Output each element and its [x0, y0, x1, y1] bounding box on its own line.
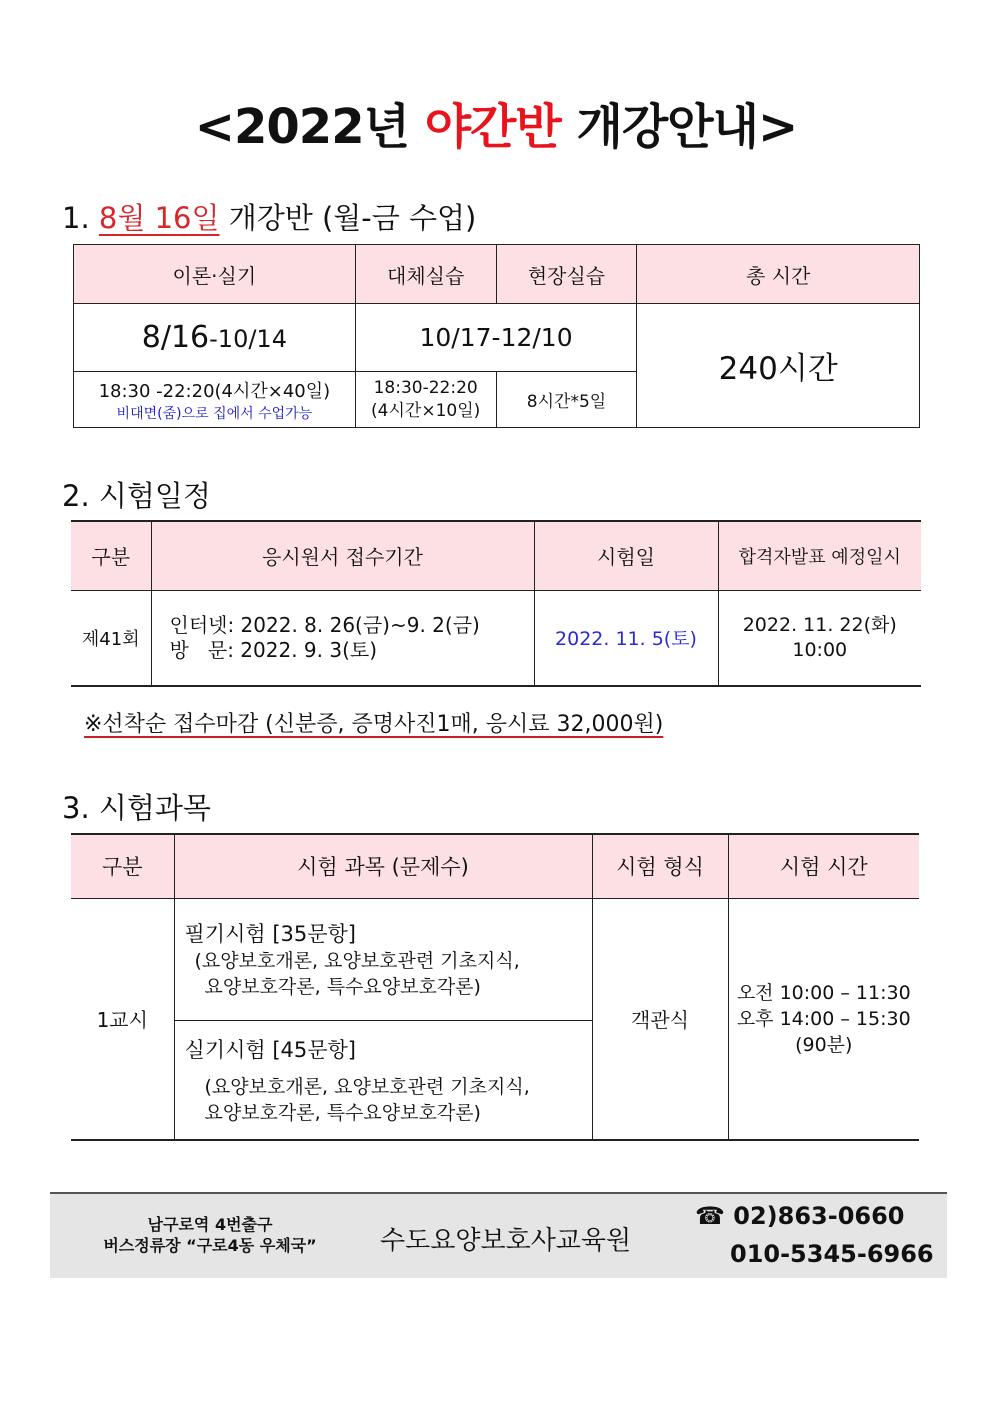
section1-date: 8월 16일	[98, 201, 220, 235]
institute-name: 수도요양보호사교육원	[380, 1226, 632, 1256]
footer	[50, 1192, 947, 1278]
footer-location: 남구로역 4번출구 버스정류장 “구로4동 우체국”	[103, 1215, 317, 1255]
announce-date: 2022. 11. 22(화) 10:00	[718, 590, 921, 686]
substitute-period: 10/17-12/10	[355, 304, 637, 372]
header-total: 총 시간	[637, 245, 920, 304]
section1-heading: 1. 8월 16일 개강반 (월-금 수업)	[62, 201, 477, 235]
substitute-hours: 18:30-22:20 (4시간×10일)	[355, 372, 496, 428]
section2-heading: 2. 시험일정	[62, 479, 211, 513]
online-note: 비대면(줌)으로 집에서 수업가능	[116, 405, 313, 422]
practical-exam: 실기시험 [45문항] (요양보호개론, 요양보호관련 기초지식, 요양보호각론, 특수요양보호각론)	[174, 1020, 592, 1140]
header-field: 현장실습	[496, 245, 637, 304]
exam-time: 오전 10:00 – 11:30 오후 14:00 – 15:30 (90분)	[728, 898, 919, 1140]
schedule-table	[73, 244, 920, 428]
phone-number-1: 02)863-0660	[733, 1202, 905, 1230]
exam-date: 2022. 11. 5(토)	[534, 590, 718, 686]
header-theory: 이론·실기	[74, 245, 356, 304]
header-subjects: 시험 과목 (문제수)	[174, 834, 592, 898]
application-period: 인터넷: 2022. 8. 26(금)~9. 2(금) 방 문: 2022. 9. 3(토)	[151, 590, 534, 686]
theory-period: 8/16-10/14	[74, 304, 356, 372]
header-time: 시험 시간	[728, 834, 919, 898]
section3-heading: 3. 시험과목	[62, 791, 211, 825]
total-hours: 240시간	[637, 304, 920, 428]
exam-round: 제41회	[71, 590, 151, 686]
exam-schedule-table	[71, 520, 921, 687]
header-format: 시험 형식	[592, 834, 728, 898]
header-exam-date: 시험일	[534, 521, 718, 590]
phone-line	[695, 1202, 905, 1230]
header-category: 구분	[71, 521, 151, 590]
header-announce: 합격자발표 예정일시	[718, 521, 921, 590]
theory-hours: 18:30 -22:20(4시간×40일) 비대면(줌)으로 집에서 수업가능	[74, 372, 356, 428]
phone-number-2: 010-5345-6966	[730, 1240, 934, 1268]
written-exam: 필기시험 [35문항] (요양보호개론, 요양보호관련 기초지식, 요양보호각론, 특수요양보호각론)	[174, 898, 592, 1020]
page-title: <2022년 야간반 개강안내>	[194, 99, 798, 155]
exam-format: 객관식	[592, 898, 728, 1140]
header-category: 구분	[71, 834, 174, 898]
title-accent: 야간반	[424, 99, 561, 155]
phone-icon: ☎	[695, 1202, 725, 1230]
header-application: 응시원서 접수기간	[151, 521, 534, 590]
field-hours: 8시간*5일	[496, 372, 637, 428]
registration-notice: ※선착순 접수마감 (신분증, 증명사진1매, 응시료 32,000원)	[84, 712, 664, 737]
exam-period: 1교시	[71, 898, 174, 1140]
exam-subjects-table	[71, 833, 919, 1141]
header-substitute: 대체실습	[355, 245, 496, 304]
